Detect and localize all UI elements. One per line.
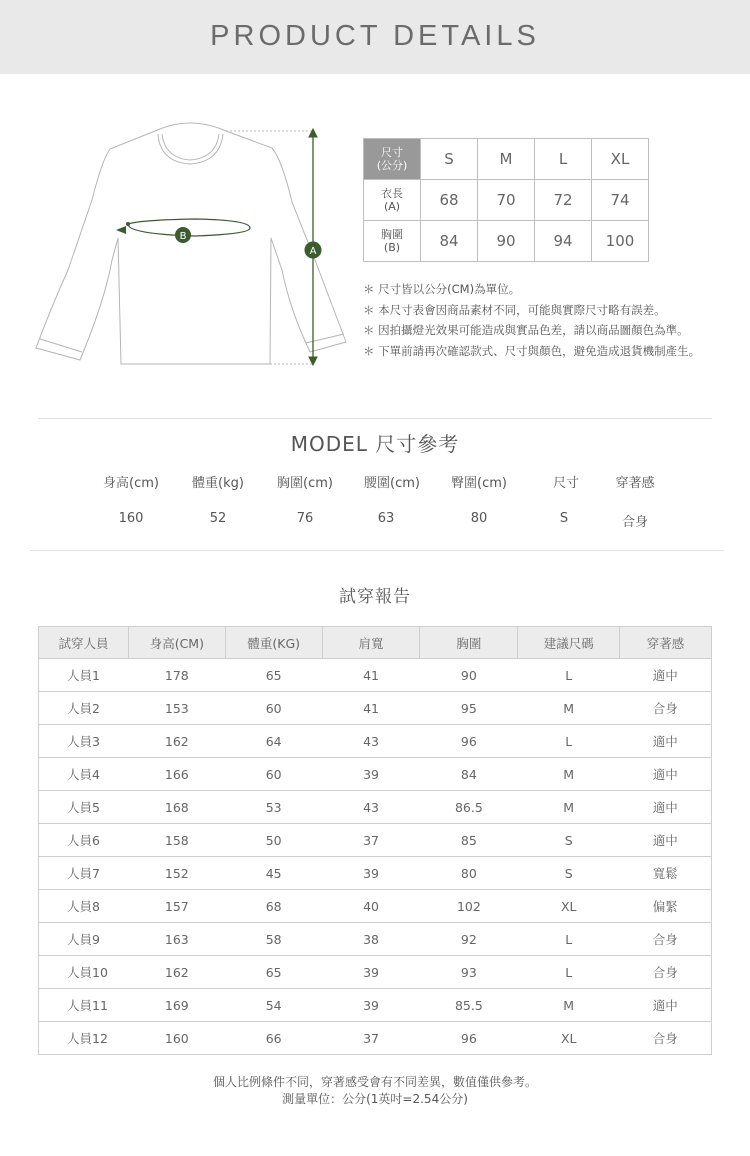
size-table-row	[364, 221, 649, 262]
table-cell: 適中	[620, 989, 712, 1022]
table-row	[39, 956, 712, 989]
size-header: M	[478, 139, 535, 180]
table-cell: L	[518, 725, 620, 758]
model-value: 80	[470, 511, 488, 526]
table-cell: M	[518, 989, 620, 1022]
size-cell: 94	[535, 221, 592, 262]
trial-header-row	[39, 627, 712, 659]
table-cell: 178	[128, 659, 225, 692]
table-cell: 54	[225, 989, 322, 1022]
table-cell: 157	[128, 890, 225, 923]
table-row	[39, 890, 712, 923]
size-header: L	[535, 139, 592, 180]
tester-name-cell: 人員5	[39, 791, 129, 824]
model-value: 63	[377, 511, 395, 526]
table-row	[39, 923, 712, 956]
size-cell: 84	[421, 221, 478, 262]
table-cell: 寬鬆	[620, 857, 712, 890]
table-cell: 68	[225, 890, 322, 923]
table-row	[39, 857, 712, 890]
table-cell: 37	[322, 824, 420, 857]
table-row	[39, 758, 712, 791]
table-cell: 適中	[620, 659, 712, 692]
model-value: 76	[296, 511, 314, 526]
size-table-header-row	[364, 139, 649, 180]
label-a: A	[309, 246, 317, 257]
table-cell: 93	[420, 956, 518, 989]
model-header: 腰圍(cm)	[364, 476, 420, 491]
table-row	[39, 725, 712, 758]
table-cell: 適中	[620, 791, 712, 824]
table-cell: L	[518, 956, 620, 989]
table-cell: 偏緊	[620, 890, 712, 923]
table-cell: 38	[322, 923, 420, 956]
table-cell: 152	[128, 857, 225, 890]
table-cell: 合身	[620, 692, 712, 725]
table-cell: 65	[225, 659, 322, 692]
tester-name-cell: 人員6	[39, 824, 129, 857]
table-cell: L	[518, 923, 620, 956]
tester-name-cell: 人員11	[39, 989, 129, 1022]
table-cell: 158	[128, 824, 225, 857]
table-cell: 66	[225, 1022, 322, 1055]
model-section-title: MODEL 尺寸參考	[290, 432, 460, 456]
model-value: S	[559, 511, 569, 526]
neckline	[155, 123, 226, 131]
table-cell: 合身	[620, 956, 712, 989]
note-item: ＊ 本尺寸表會因商品素材不同，可能與實際尺寸略有誤差。	[363, 302, 666, 317]
trial-header: 體重(KG)	[225, 627, 322, 659]
tester-name-cell: 人員7	[39, 857, 129, 890]
footer-note	[0, 1074, 750, 1108]
model-header: 臀圍(cm)	[451, 476, 507, 491]
size-cell: 72	[535, 180, 592, 221]
tester-name-cell: 人員10	[39, 956, 129, 989]
size-cell: 74	[592, 180, 649, 221]
trial-report-table	[38, 626, 712, 1055]
table-cell: 162	[128, 725, 225, 758]
table-cell: 102	[420, 890, 518, 923]
size-table	[363, 138, 649, 262]
label-b: B	[179, 231, 187, 242]
trial-header: 身高(CM)	[128, 627, 225, 659]
table-cell: 80	[420, 857, 518, 890]
table-row	[39, 659, 712, 692]
table-row	[39, 824, 712, 857]
tester-name-cell: 人員1	[39, 659, 129, 692]
table-cell: 85	[420, 824, 518, 857]
trial-section-title: 試穿報告	[339, 587, 411, 607]
table-cell: 適中	[620, 824, 712, 857]
table-cell: 37	[322, 1022, 420, 1055]
table-cell: 84	[420, 758, 518, 791]
garment-diagram	[30, 120, 350, 380]
table-cell: 64	[225, 725, 322, 758]
table-cell: 85.5	[420, 989, 518, 1022]
size-cell: 90	[478, 221, 535, 262]
table-cell: 適中	[620, 758, 712, 791]
note-item: ＊ 尺寸皆以公分(CM)為單位。	[363, 282, 521, 296]
table-cell: 39	[322, 956, 420, 989]
table-cell: 45	[225, 857, 322, 890]
tester-name-cell: 人員12	[39, 1022, 129, 1055]
size-row-label: 衣長 (A)	[364, 180, 421, 221]
table-cell: 166	[128, 758, 225, 791]
tester-name-cell: 人員2	[39, 692, 129, 725]
table-cell: 適中	[620, 725, 712, 758]
model-value: 160	[118, 511, 144, 526]
size-header: XL	[592, 139, 649, 180]
model-header: 穿著感	[615, 476, 655, 491]
table-cell: 39	[322, 989, 420, 1022]
size-table-row	[364, 180, 649, 221]
size-header: S	[421, 139, 478, 180]
table-cell: 163	[128, 923, 225, 956]
table-cell: M	[518, 758, 620, 791]
table-row	[39, 692, 712, 725]
size-cell: 70	[478, 180, 535, 221]
table-cell: 合身	[620, 923, 712, 956]
table-cell: 60	[225, 692, 322, 725]
table-cell: XL	[518, 1022, 620, 1055]
model-header: 尺寸	[552, 476, 579, 491]
table-cell: 86.5	[420, 791, 518, 824]
table-cell: 41	[322, 659, 420, 692]
tester-name-cell: 人員9	[39, 923, 129, 956]
table-cell: 96	[420, 1022, 518, 1055]
garment-outline	[36, 131, 346, 364]
tester-name-cell: 人員4	[39, 758, 129, 791]
table-cell: 53	[225, 791, 322, 824]
table-row	[39, 791, 712, 824]
table-cell: 41	[322, 692, 420, 725]
table-cell: 168	[128, 791, 225, 824]
table-row	[39, 989, 712, 1022]
size-row-label: 胸圍 (B)	[364, 221, 421, 262]
table-cell: 58	[225, 923, 322, 956]
table-cell: S	[518, 824, 620, 857]
table-cell: M	[518, 692, 620, 725]
table-cell: M	[518, 791, 620, 824]
model-header: 身高(cm)	[103, 476, 159, 491]
size-cell: 68	[421, 180, 478, 221]
trial-header: 肩寬	[322, 627, 420, 659]
header-banner	[0, 0, 750, 74]
trial-header: 建議尺碼	[518, 627, 620, 659]
table-cell: 43	[322, 725, 420, 758]
size-cell: 100	[592, 221, 649, 262]
table-cell: 96	[420, 725, 518, 758]
table-cell: 162	[128, 956, 225, 989]
table-cell: S	[518, 857, 620, 890]
divider	[30, 550, 724, 551]
table-cell: 合身	[620, 1022, 712, 1055]
table-cell: 92	[420, 923, 518, 956]
model-header: 胸圍(cm)	[277, 476, 333, 491]
size-notes	[363, 279, 700, 361]
trial-header: 試穿人員	[39, 627, 129, 659]
trial-header: 胸圍	[420, 627, 518, 659]
table-cell: XL	[518, 890, 620, 923]
table-cell: 39	[322, 857, 420, 890]
table-cell: 40	[322, 890, 420, 923]
table-cell: 39	[322, 758, 420, 791]
table-cell: 50	[225, 824, 322, 857]
table-cell: 153	[128, 692, 225, 725]
table-cell: 60	[225, 758, 322, 791]
tester-name-cell: 人員8	[39, 890, 129, 923]
note-item: ＊ 下單前請再次確認款式、尺寸與顏色，避免造成退貨機制產生。	[363, 343, 701, 358]
table-cell: 95	[420, 692, 518, 725]
table-cell: L	[518, 659, 620, 692]
model-header: 體重(kg)	[192, 476, 244, 491]
table-row	[39, 1022, 712, 1055]
table-cell: 65	[225, 956, 322, 989]
model-value: 52	[209, 511, 227, 526]
note-item: ＊ 因拍攝燈光效果可能造成與實品色差，請以商品圖顏色為準。	[363, 323, 689, 337]
table-cell: 90	[420, 659, 518, 692]
table-cell: 160	[128, 1022, 225, 1055]
model-value: 合身	[621, 515, 648, 530]
size-table-corner: 尺寸 (公分)	[364, 139, 421, 180]
footer-line: 個人比例條件不同，穿著感受會有不同差異，數值僅供參考。	[212, 1075, 537, 1089]
trial-header: 穿著感	[620, 627, 712, 659]
table-cell: 169	[128, 989, 225, 1022]
divider	[38, 418, 712, 419]
footer-line: 測量單位：公分(1英吋=2.54公分)	[282, 1092, 468, 1106]
page-title: PRODUCT DETAILS	[210, 20, 540, 52]
tester-name-cell: 人員3	[39, 725, 129, 758]
table-cell: 43	[322, 791, 420, 824]
